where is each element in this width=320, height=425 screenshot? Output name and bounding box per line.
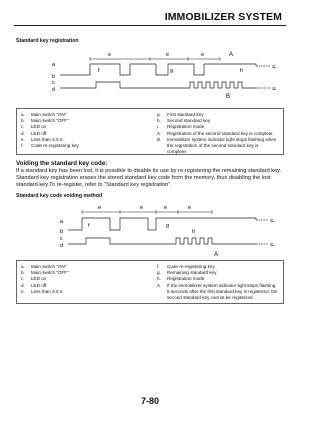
- diagram1-label-i: ⊆: [272, 64, 277, 70]
- legend-item: d. LED off: [21, 130, 47, 136]
- page-header-title: IMMOBILIZER SYSTEM: [164, 11, 282, 23]
- diagram2-label-h: h: [192, 229, 196, 235]
- diagram2-label-c: c: [60, 236, 63, 242]
- diagram2-label-i2: ⊆: [270, 242, 275, 248]
- legend-box-voiding: [16, 260, 284, 304]
- diagram1-label-e2: e: [166, 52, 170, 58]
- section-heading-voiding-method: Standard key code voiding method: [16, 193, 103, 199]
- diagram2-led-waveform: [68, 238, 268, 244]
- diagram2-label-b: b: [60, 229, 64, 235]
- legend-item: c. LED on: [21, 124, 47, 130]
- legend-item: h. Registration mode: [157, 276, 205, 282]
- voiding-description-paragraph: If a standard key has been lost, it is possible to disable its use by re-registering the remaining standard key. Standard key registration erases the stored standard key code from the memory, thus disabling the lost standard key.To re-register, refer to “Standard key registration”.: [16, 168, 282, 188]
- legend-item: b. Main switch "OFF": [21, 118, 69, 124]
- diagram2-interval-arrows: [82, 210, 212, 214]
- diagram1-label-c: c: [52, 80, 55, 86]
- legend-left-column: [21, 112, 141, 149]
- page-number: 7-80: [140, 396, 159, 406]
- section-heading-voiding-standard-key: Voiding the standard key code:: [16, 160, 108, 167]
- legend-item: e. Less than 5.0 s: [21, 288, 63, 294]
- diagram1-label-b: b: [52, 74, 56, 80]
- legend-item: f. Code re-registering key: [157, 264, 215, 269]
- diagram2-label-e3: e: [164, 205, 168, 211]
- legend-right-column: [157, 112, 279, 155]
- legend-item: e. Less than 5.0 s: [21, 136, 63, 142]
- diagram1-label-e3: e: [201, 52, 205, 58]
- legend-item: h. Second standard key: [157, 118, 211, 124]
- diagram1-label-h: h: [240, 68, 244, 74]
- legend-item: A. If the immobilizer system indicator light stops flashing 5 seconds after the first standard key is registered, the second standard key cannot be registered.: [157, 282, 278, 301]
- diagram1-label-d: d: [52, 87, 56, 93]
- legend-item: a. Main switch "ON": [21, 112, 67, 117]
- legend-item: b. Main switch "OFF": [21, 270, 69, 276]
- diagram2-label-A: A: [214, 252, 219, 258]
- legend-item: B. Immobilizer system indicator light stops flashing when the registration of the second standard key is complete.: [157, 136, 277, 155]
- diagram2-label-d: d: [60, 243, 64, 249]
- legend-item: c. LED on: [21, 276, 47, 282]
- legend-box-registration: [16, 108, 284, 155]
- section-heading-standard-key-registration: Standard key registration: [16, 38, 79, 44]
- legend-item: f. Code re-registering key: [21, 143, 79, 149]
- diagram2-label-i: ⊆: [270, 218, 275, 224]
- diagram1-switch-waveform: [60, 64, 270, 75]
- timing-diagram-voiding: [16, 203, 286, 258]
- header-divider: [14, 25, 286, 26]
- legend-item: i. Registration mode: [157, 124, 205, 130]
- diagram1-label-A: A: [229, 52, 234, 58]
- diagram1-label-g: g: [170, 68, 174, 74]
- diagram1-label-i2: ⊆: [272, 86, 277, 92]
- timing-diagram-registration: [16, 50, 286, 100]
- diagram2-label-a: a: [60, 219, 64, 225]
- diagram1-label-f: f: [98, 68, 100, 74]
- legend-item: g. Remaining standard key: [157, 270, 217, 276]
- diagram1-led-waveform: [60, 82, 270, 88]
- diagram2-label-e2: e: [140, 205, 144, 211]
- legend-item: d. LED off: [21, 282, 47, 288]
- diagram2-label-e1: e: [98, 205, 102, 211]
- legend-left-column: [21, 264, 141, 295]
- legend-item: A. Registration of the second standard key is complete.: [157, 130, 274, 136]
- legend-item: g. First standard key: [157, 112, 204, 117]
- legend-item: a. Main switch "ON": [21, 264, 67, 269]
- diagram1-label-a: a: [52, 62, 56, 68]
- diagram2-label-e4: e: [188, 205, 192, 211]
- diagram1-label-e1: e: [108, 52, 112, 58]
- diagram2-label-f: f: [88, 223, 90, 229]
- diagram1-label-B: B: [226, 94, 231, 100]
- diagram2-label-g: g: [166, 223, 170, 229]
- legend-right-column: [157, 264, 279, 301]
